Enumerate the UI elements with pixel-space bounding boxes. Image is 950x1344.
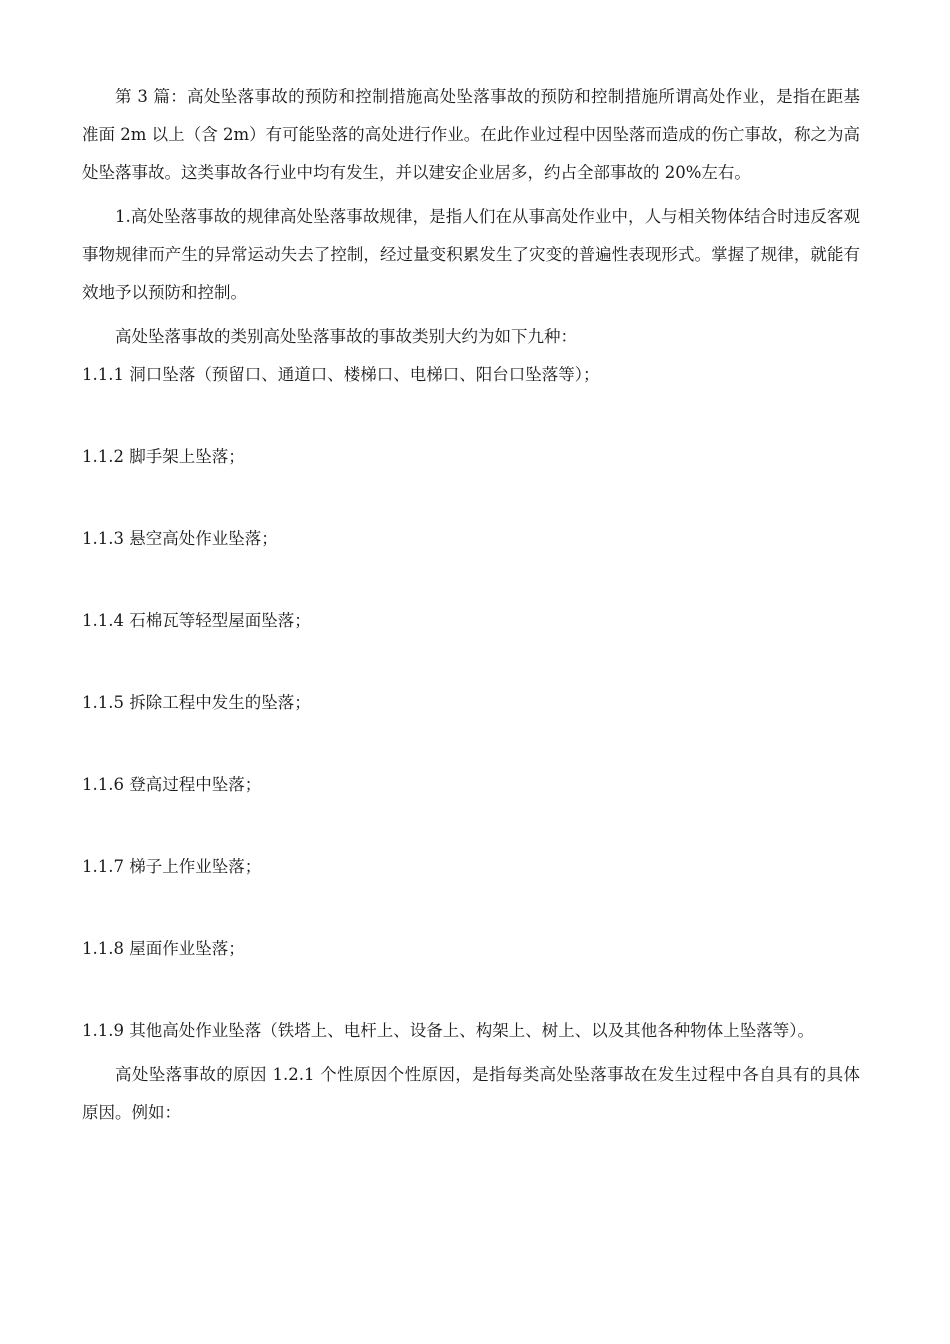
category-heading-paragraph: 高处坠落事故的类别高处坠落事故的事故类别大约为如下九种： [115, 327, 577, 346]
list-item: 1.1.3 悬空高处作业坠落； [82, 529, 278, 548]
list-item: 1.1.6 登高过程中坠落； [82, 775, 262, 794]
list-item: 1.1.5 拆除工程中发生的坠落； [82, 693, 311, 712]
category-list [82, 356, 860, 1050]
rule-paragraph: 1.高处坠落事故的规律高处坠落事故规律，是指人们在从事高处作业中，人与相关物体结合时违反客观事物规律而产生的异常运动失去了控制，经过量变积累发生了灾变的普遍性表现形式。掌握了规律，就能有效地予以预防和控制。 [82, 207, 860, 302]
list-item: 1.1.4 石棉瓦等轻型屋面坠落； [82, 611, 311, 630]
list-item: 1.1.2 脚手架上坠落； [82, 447, 245, 466]
cause-paragraph: 高处坠落事故的原因 1.2.1 个性原因个性原因，是指每类高处坠落事故在发生过程中各自具有的具体原因。例如： [82, 1065, 860, 1122]
document-page [82, 78, 860, 1132]
list-item: 1.1.8 屋面作业坠落； [82, 939, 245, 958]
list-item: 1.1.7 梯子上作业坠落； [82, 857, 262, 876]
list-item: 1.1.9 其他高处作业坠落（铁塔上、电杆上、设备上、构架上、树上、以及其他各种物体上坠落等）。 [82, 1021, 814, 1040]
list-item: 1.1.1 洞口坠落（预留口、通道口、楼梯口、电梯口、阳台口坠落等）； [82, 365, 600, 384]
intro-paragraph: 第 3 篇：高处坠落事故的预防和控制措施高处坠落事故的预防和控制措施所谓高处作业，是指在距基准面 2m 以上（含 2m）有可能坠落的高处进行作业。在此作业过程中因坠落而造成的伤亡事故，称之为高处坠落事故。这类事故各行业中均有发生，并以建安企业居多，约占全部事故的 20%左右。 [82, 87, 860, 182]
